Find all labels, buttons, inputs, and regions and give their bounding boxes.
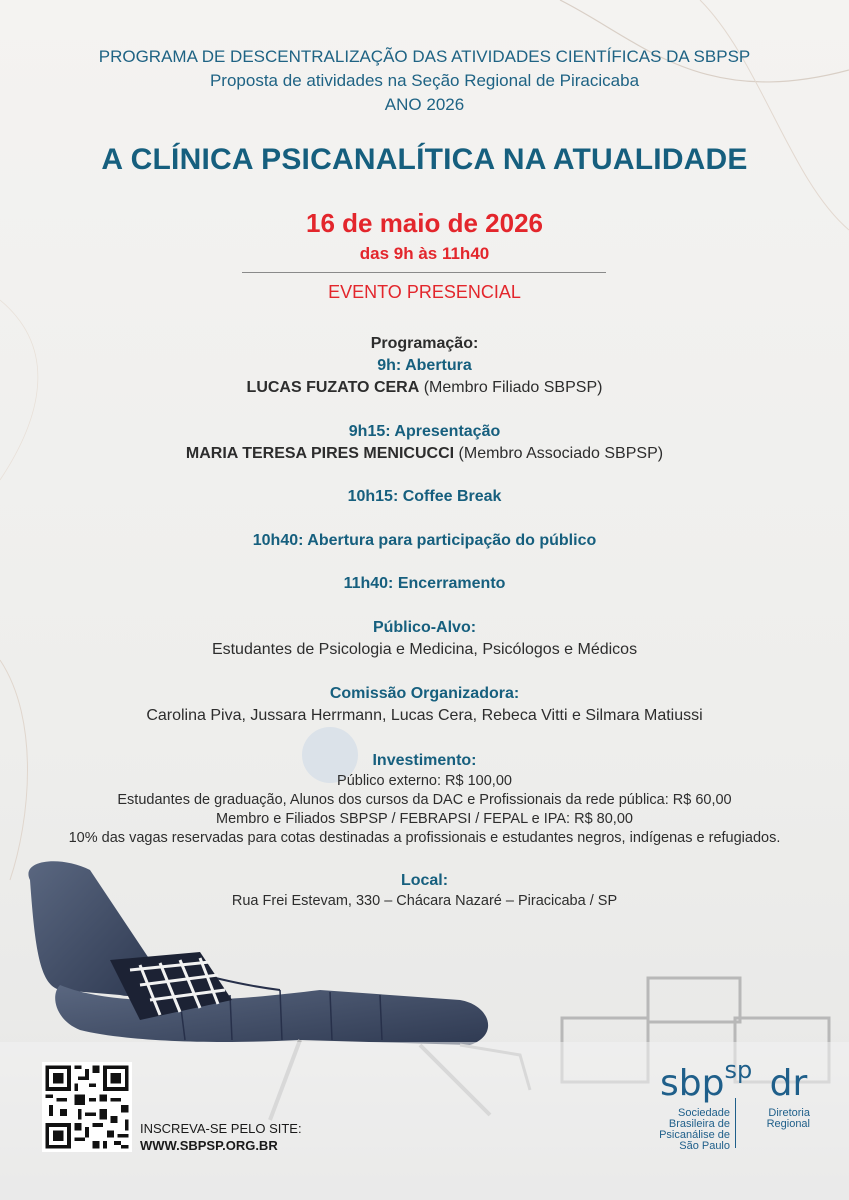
- program-item-time: 9h: Abertura: [377, 357, 472, 374]
- program-heading: Programação:: [370, 335, 479, 352]
- org-name-line: Brasileira de: [668, 1118, 730, 1130]
- audience-text: Estudantes de Psicologia e Medicina, Psicólogos e Médicos: [211, 641, 638, 658]
- program-subtitle: Proposta de atividades na Seção Regional de Piracicaba: [209, 71, 640, 90]
- dr-name-line: Regional: [766, 1118, 810, 1130]
- logo-sp: sp: [724, 1056, 753, 1084]
- divider: [242, 272, 606, 273]
- program-year: ANO 2026: [384, 95, 465, 114]
- logo-divider: [735, 1098, 736, 1148]
- signup-label: INSCREVA-SE PELO SITE:: [140, 1121, 302, 1136]
- investment-line: Membro e Filiados SBPSP / FEBRAPSI / FEPAL e IPA: R$ 80,00: [216, 811, 633, 827]
- audience-heading: Público-Alvo:: [372, 619, 477, 636]
- program-item-time: 10h40: Abertura para participação do público: [252, 532, 597, 549]
- org-name-line: Psicanálise de: [659, 1129, 730, 1141]
- program-item-time: 10h15: Coffee Break: [347, 488, 502, 505]
- committee-text: Carolina Piva, Jussara Herrmann, Lucas Cera, Rebeca Vitti e Silmara Matiussi: [146, 707, 703, 724]
- speaker-name: LUCAS FUZATO CERA: [246, 379, 420, 396]
- investment-heading: Investimento:: [372, 752, 477, 769]
- program-item-time: 9h15: Apresentação: [348, 423, 501, 440]
- logo-dr: dr: [769, 1063, 808, 1104]
- event-title: A CLÍNICA PSICANALÍTICA NA ATUALIDADE: [101, 143, 748, 176]
- speaker-name: MARIA TERESA PIRES MENICUCCI: [185, 445, 455, 462]
- location-text: Rua Frei Estevam, 330 – Chácara Nazaré – Piracicaba / SP: [231, 893, 618, 909]
- logo-sbp: sbp: [660, 1063, 725, 1104]
- event-time: das 9h às 11h40: [359, 244, 490, 263]
- investment-line: 10% das vagas reservadas para cotas destinadas a profissionais e estudantes negros, indígenas e refugiados.: [68, 830, 781, 846]
- speaker-role: (Membro Filiado SBPSP): [419, 379, 603, 396]
- event-type: EVENTO PRESENCIAL: [328, 282, 521, 302]
- location-heading: Local:: [400, 872, 449, 889]
- signup-block: [140, 1120, 302, 1154]
- qr-code-icon[interactable]: [42, 1062, 132, 1152]
- signup-url-link[interactable]: WWW.SBPSP.ORG.BR: [140, 1138, 278, 1153]
- investment-line: Estudantes de graduação, Alunos dos cursos da DAC e Profissionais da rede pública: R$ 60,00: [117, 792, 732, 808]
- dr-name-line: Diretoria: [768, 1107, 810, 1119]
- investment-line: Público externo: R$ 100,00: [337, 773, 512, 789]
- org-name-line: São Paulo: [679, 1140, 730, 1152]
- org-name-line: Sociedade: [678, 1107, 730, 1119]
- program-item-speaker-line: [0, 443, 849, 465]
- org-name: [650, 1108, 730, 1152]
- program-item-time: 11h40: Encerramento: [343, 575, 506, 592]
- program-title: PROGRAMA DE DESCENTRALIZAÇÃO DAS ATIVIDADES CIENTÍFICAS DA SBPSP: [98, 47, 751, 66]
- event-date: 16 de maio de 2026: [305, 208, 544, 238]
- dr-name: [742, 1108, 810, 1130]
- committee-heading: Comissão Organizadora:: [329, 685, 520, 702]
- speaker-role: (Membro Associado SBPSP): [454, 445, 664, 462]
- program-item-speaker-line: [0, 377, 849, 399]
- logo-wordmark: [660, 1056, 808, 1104]
